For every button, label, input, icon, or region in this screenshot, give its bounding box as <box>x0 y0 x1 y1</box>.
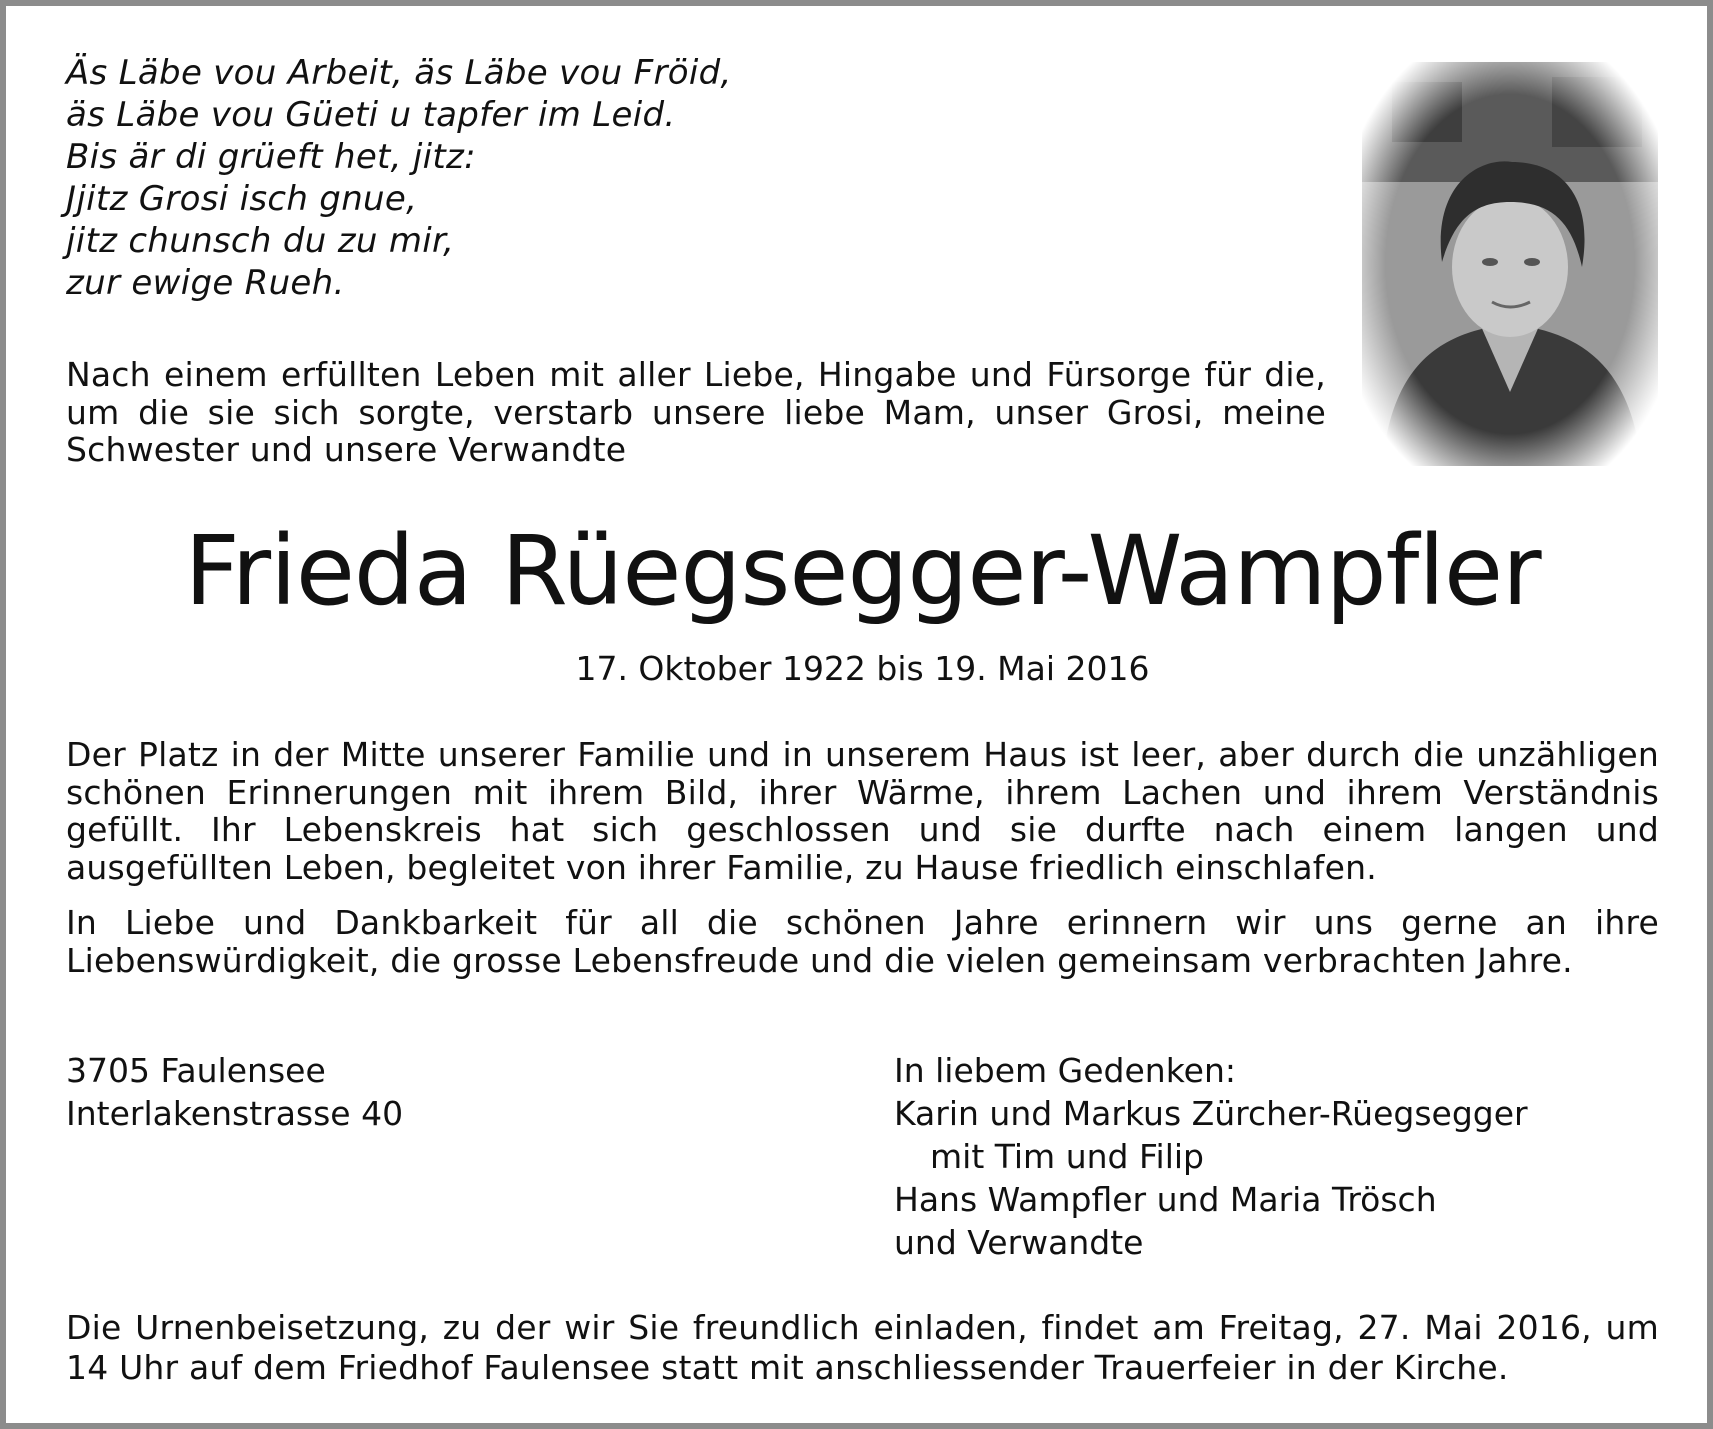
ceremony-notice: Die Urnenbeisetzung, zu der wir Sie freundlich einladen, findet am Freitag, 27. Mai 2016, um 14 Uhr auf dem Friedhof Faulensee statt mit anschliessender Trauerfeier in der Kirche. <box>66 1308 1659 1387</box>
deceased-name: Frieda Rüegsegger-Wampfler <box>184 515 1541 627</box>
portrait-illustration <box>1362 62 1658 466</box>
poem-line: Äs Läbe vou Arbeit, äs Läbe vou Fröid, <box>66 53 732 93</box>
life-dates: 17. Oktober 1922 bis 19. Mai 2016 <box>575 649 1150 688</box>
paragraph: In Liebe und Dankbarkeit für all die schönen Jahre erinnern wir uns gerne an ihre Liebenswürdigkeit, die grosse Lebensfreude und die vielen gemeinsam verbrachten Jahre. <box>66 903 1659 980</box>
mourner-line: und Verwandte <box>894 1223 1144 1262</box>
address <box>66 1049 403 1135</box>
address-line: 3705 Faulensee <box>66 1051 326 1090</box>
mourner-line: mit Tim und Filip <box>930 1137 1204 1176</box>
mourner-line: Hans Wampfler und Maria Trösch <box>894 1180 1437 1219</box>
address-line: Interlakenstrasse 40 <box>66 1094 404 1133</box>
portrait-photo <box>1362 62 1658 466</box>
mourners <box>894 1049 1528 1264</box>
poem <box>66 52 732 304</box>
poem-line: zur ewige Rueh. <box>66 263 345 303</box>
poem-line: Jjitz Grosi isch gnue, <box>66 179 418 219</box>
poem-line: Bis är di grüeft het, jitz: <box>66 137 476 177</box>
mourner-line: Karin und Markus Zürcher-Rüegsegger <box>894 1094 1528 1133</box>
intro-text: Nach einem erfüllten Leben mit aller Liebe, Hingabe und Fürsorge für die, um die sie sich sorgte, verstarb unsere liebe Mam, unser Grosi, meine Schwester und unsere Verwandte <box>66 355 1326 469</box>
paragraph: Der Platz in der Mitte unserer Familie und in unserem Haus ist leer, aber durch die unzähligen schönen Erinnerungen mit ihrem Bild, ihrer Wärme, ihrem Lachen und ihrem Verständnis gefüllt. Ihr Lebenskreis hat sich geschlossen und sie durfte nach einem langen und ausgefüllten Leben, begleitet von ihrer Familie, zu Hause friedlich einschlafen. <box>66 735 1659 887</box>
poem-line: jitz chunsch du zu mir, <box>66 221 455 261</box>
remembrance-text <box>66 736 1659 997</box>
mourners-heading: In liebem Gedenken: <box>894 1051 1236 1090</box>
poem-line: äs Läbe vou Güeti u tapfer im Leid. <box>66 95 676 135</box>
